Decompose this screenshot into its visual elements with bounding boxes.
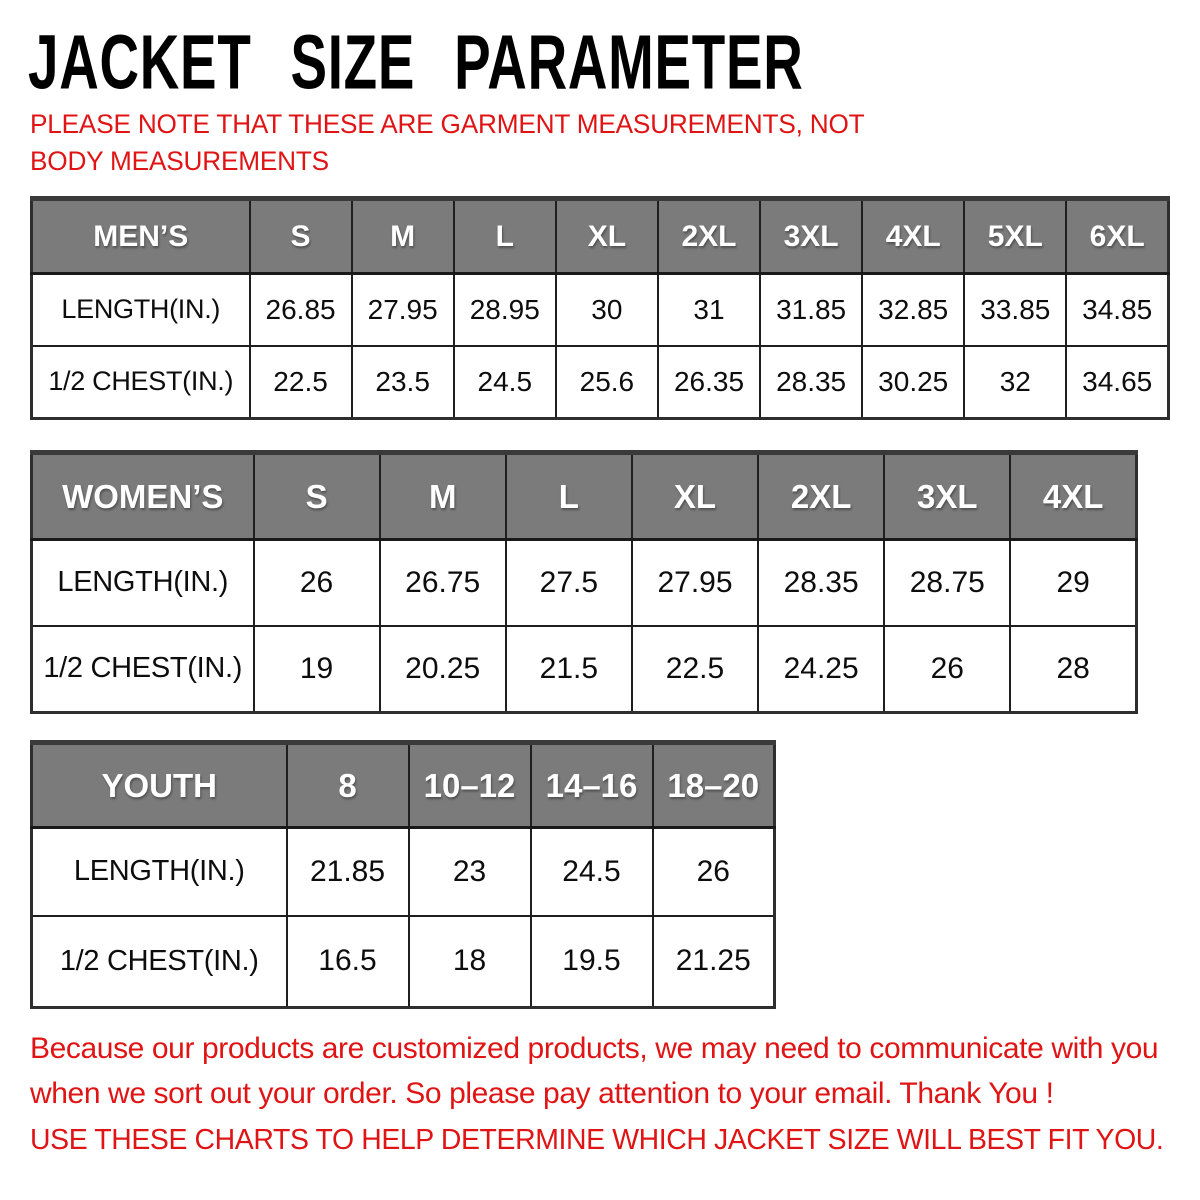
value-cell: 23 bbox=[409, 828, 531, 916]
value-cell: 21.85 bbox=[287, 828, 409, 916]
size-header-cell: 2XL bbox=[658, 199, 760, 274]
value-cell: 30 bbox=[556, 274, 658, 346]
size-header-cell: S bbox=[250, 199, 352, 274]
value-cell: 26 bbox=[254, 540, 380, 626]
size-header-cell: 4XL bbox=[1010, 453, 1136, 540]
table-row bbox=[32, 828, 775, 916]
value-cell: 18 bbox=[409, 916, 531, 1008]
value-cell: 32.85 bbox=[862, 274, 964, 346]
size-header-cell: XL bbox=[556, 199, 658, 274]
size-table bbox=[30, 740, 776, 1009]
header-row bbox=[32, 199, 1169, 274]
table-title-cell: YOUTH bbox=[32, 743, 287, 828]
size-header-cell: S bbox=[254, 453, 380, 540]
row-label-cell: LENGTH(IN.) bbox=[32, 540, 254, 626]
value-cell: 22.5 bbox=[632, 626, 758, 713]
value-cell: 28 bbox=[1010, 626, 1136, 713]
garment-measurement-note: PLEASE NOTE THAT THESE ARE GARMENT MEASUREMENTS, NOT BODY MEASUREMENTS bbox=[30, 109, 865, 177]
row-label-cell: 1/2 CHEST(IN.) bbox=[32, 346, 250, 419]
value-cell: 32 bbox=[964, 346, 1066, 419]
header-row bbox=[32, 743, 775, 828]
value-cell: 16.5 bbox=[287, 916, 409, 1008]
page-title: JACKET SIZE PARAMETER bbox=[28, 19, 804, 106]
table-row bbox=[32, 346, 1169, 419]
table-row bbox=[32, 540, 1137, 626]
table-title-cell: MEN’S bbox=[32, 199, 250, 274]
row-label-cell: 1/2 CHEST(IN.) bbox=[32, 626, 254, 713]
row-label-cell: LENGTH(IN.) bbox=[32, 828, 287, 916]
value-cell: 21.5 bbox=[506, 626, 632, 713]
value-cell: 31.85 bbox=[760, 274, 862, 346]
youth-size-table bbox=[30, 740, 776, 1009]
mens-size-table bbox=[30, 196, 1170, 420]
value-cell: 19 bbox=[254, 626, 380, 713]
value-cell: 21.25 bbox=[653, 916, 775, 1008]
value-cell: 28.95 bbox=[454, 274, 556, 346]
value-cell: 23.5 bbox=[352, 346, 454, 419]
size-header-cell: 2XL bbox=[758, 453, 884, 540]
chart-usage-hint-text: USE THESE CHARTS TO HELP DETERMINE WHICH JACKET SIZE WILL BEST FIT YOU. bbox=[30, 1124, 1164, 1156]
value-cell: 24.25 bbox=[758, 626, 884, 713]
value-cell: 34.85 bbox=[1066, 274, 1168, 346]
table-row bbox=[32, 274, 1169, 346]
table-row bbox=[32, 626, 1137, 713]
size-header-cell: 3XL bbox=[760, 199, 862, 274]
size-header-cell: 18–20 bbox=[653, 743, 775, 828]
value-cell: 30.25 bbox=[862, 346, 964, 419]
value-cell: 26 bbox=[653, 828, 775, 916]
row-label-cell: 1/2 CHEST(IN.) bbox=[32, 916, 287, 1008]
size-header-cell: 6XL bbox=[1066, 199, 1168, 274]
table-row bbox=[32, 916, 775, 1008]
size-header-cell: XL bbox=[632, 453, 758, 540]
size-header-cell: M bbox=[380, 453, 506, 540]
value-cell: 26.85 bbox=[250, 274, 352, 346]
value-cell: 33.85 bbox=[964, 274, 1066, 346]
value-cell: 26.35 bbox=[658, 346, 760, 419]
size-table bbox=[30, 450, 1138, 714]
value-cell: 27.95 bbox=[632, 540, 758, 626]
value-cell: 25.6 bbox=[556, 346, 658, 419]
size-header-cell: 4XL bbox=[862, 199, 964, 274]
size-header-cell: L bbox=[506, 453, 632, 540]
size-header-cell: 8 bbox=[287, 743, 409, 828]
value-cell: 29 bbox=[1010, 540, 1136, 626]
size-header-cell: 10–12 bbox=[409, 743, 531, 828]
size-header-cell: L bbox=[454, 199, 556, 274]
size-table bbox=[30, 196, 1170, 420]
size-header-cell: 14–16 bbox=[531, 743, 653, 828]
size-header-cell: 5XL bbox=[964, 199, 1066, 274]
value-cell: 31 bbox=[658, 274, 760, 346]
value-cell: 27.5 bbox=[506, 540, 632, 626]
value-cell: 26.75 bbox=[380, 540, 506, 626]
size-header-cell: M bbox=[352, 199, 454, 274]
value-cell: 28.35 bbox=[758, 540, 884, 626]
value-cell: 28.75 bbox=[884, 540, 1010, 626]
value-cell: 20.25 bbox=[380, 626, 506, 713]
customization-notice-text: Because our products are customized products, we may need to communicate with you when we sort out your order. So please pay attention to your email. Thank You ! bbox=[30, 1032, 1159, 1110]
value-cell: 34.65 bbox=[1066, 346, 1168, 419]
size-header-cell: 3XL bbox=[884, 453, 1010, 540]
value-cell: 27.95 bbox=[352, 274, 454, 346]
row-label-cell: LENGTH(IN.) bbox=[32, 274, 250, 346]
value-cell: 24.5 bbox=[531, 828, 653, 916]
header-row bbox=[32, 453, 1137, 540]
value-cell: 19.5 bbox=[531, 916, 653, 1008]
value-cell: 22.5 bbox=[250, 346, 352, 419]
value-cell: 24.5 bbox=[454, 346, 556, 419]
womens-size-table bbox=[30, 450, 1138, 714]
value-cell: 28.35 bbox=[760, 346, 862, 419]
table-title-cell: WOMEN’S bbox=[32, 453, 254, 540]
value-cell: 26 bbox=[884, 626, 1010, 713]
